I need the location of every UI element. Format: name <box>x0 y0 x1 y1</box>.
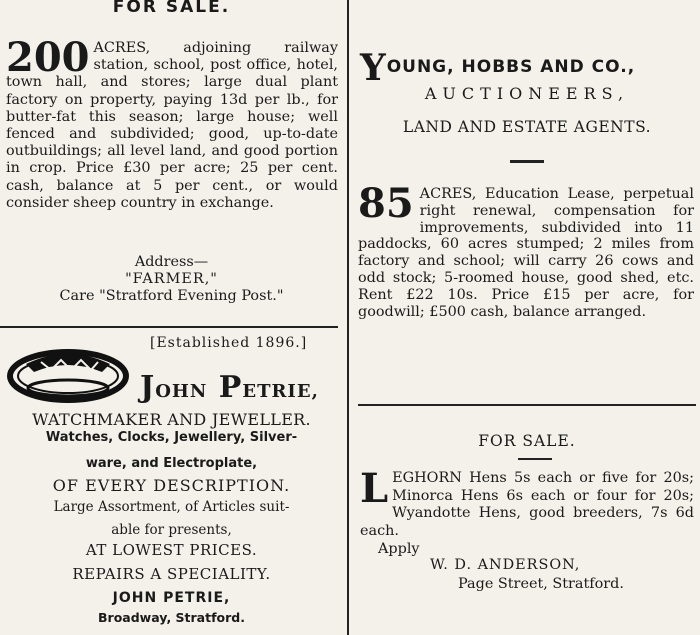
left-column <box>0 0 343 635</box>
farm-ad-address-care: Care "Stratford Evening Post." <box>59 288 284 304</box>
petrie-assort-line2: able for presents, <box>111 522 232 538</box>
farm-ad-big-number: 200 <box>6 34 90 81</box>
auctioneer-name <box>360 47 700 89</box>
column-divider <box>347 0 349 635</box>
petrie-signature: JOHN PETRIE, <box>112 590 231 606</box>
hens-contact-address: Page Street, Stratford. <box>458 576 624 592</box>
land-agents-label: LAND AND ESTATE AGENTS. <box>402 118 652 136</box>
auctioneers-label: AUCTIONEERS, <box>424 84 630 103</box>
petrie-first-initial: J <box>140 370 156 405</box>
petrie-goods-line2: ware, and Electroplate, <box>85 456 258 471</box>
petrie-first-rest: OHN <box>155 381 208 402</box>
farm-ad-heading: FOR SALE. <box>112 0 231 17</box>
right-column <box>354 0 700 635</box>
acres-ad-body <box>358 180 694 320</box>
hens-ad-initial: L <box>360 465 389 512</box>
auctioneer-initial: Y <box>360 47 387 89</box>
petrie-established: [Established 1896.] <box>150 335 308 351</box>
farm-ad-address-label: Address— <box>134 254 209 270</box>
petrie-every: OF EVERY DESCRIPTION. <box>52 476 291 495</box>
petrie-trade: WATCHMAKER AND JEWELLER. <box>32 410 311 429</box>
petrie-last-initial: P <box>218 370 243 405</box>
petrie-name <box>140 370 319 405</box>
auctioneer-name-rest: OUNG, HOBBS AND CO., <box>386 57 636 77</box>
hens-ad-body <box>360 465 694 540</box>
hens-contact-name: W. D. ANDERSON, <box>430 557 581 573</box>
hens-ad-text: EGHORN Hens 5s each or five for 20s; Minorca Hens 6s each or four for 20s; Wyandotte Hens, good breeders, 7s 6d each. <box>360 470 694 539</box>
farm-ad-address-name: "FARMER," <box>125 271 218 287</box>
acres-ad-text: ACRES, Education Lease, perpetual right renewal, compensation for improvements, subdivided into 11 paddocks, 60 acres stumped; 2 miles from factory and school; will carry 26 cows and odd stock; 5-roomed house, good shed, etc. Rent £22 10s. Price £15 per acre, for goodwill; £500 cash, balance arranged. <box>358 186 694 320</box>
hens-short-rule <box>518 458 552 460</box>
ring-illustration <box>6 342 130 406</box>
hens-ad-heading: FOR SALE. <box>478 432 576 450</box>
petrie-prices: AT LOWEST PRICES. <box>85 541 258 559</box>
acres-ad-big-number: 85 <box>358 180 414 227</box>
right-ad-separator <box>358 404 696 406</box>
farm-ad-text: ACRES, adjoining railway station, school, post office, hotel, town hall, and stores; large dual plant factory on property, paying 13d per lb., for butter-fat this season; large house; well fenced and subdivided; good, up-to-date outbuildings; all level land, and good portion in crop. Price £30 per acre; 25 per cent. cash, balance at 5 per cent., or would consider sheep country in exchange. <box>6 40 338 211</box>
petrie-assort-line1: Large Assortment, of Articles suit- <box>53 499 290 515</box>
petrie-goods-line1: Watches, Clocks, Jewellery, Silver- <box>45 430 298 445</box>
left-ad-separator <box>0 326 338 328</box>
petrie-repairs: REPAIRS A SPECIALITY. <box>72 565 271 583</box>
petrie-last-rest: ETRIE, <box>242 381 319 402</box>
auctioneer-short-rule <box>510 160 544 163</box>
hens-apply: Apply <box>378 541 420 557</box>
farm-ad-body <box>6 34 338 212</box>
petrie-street: Broadway, Stratford. <box>98 610 245 625</box>
